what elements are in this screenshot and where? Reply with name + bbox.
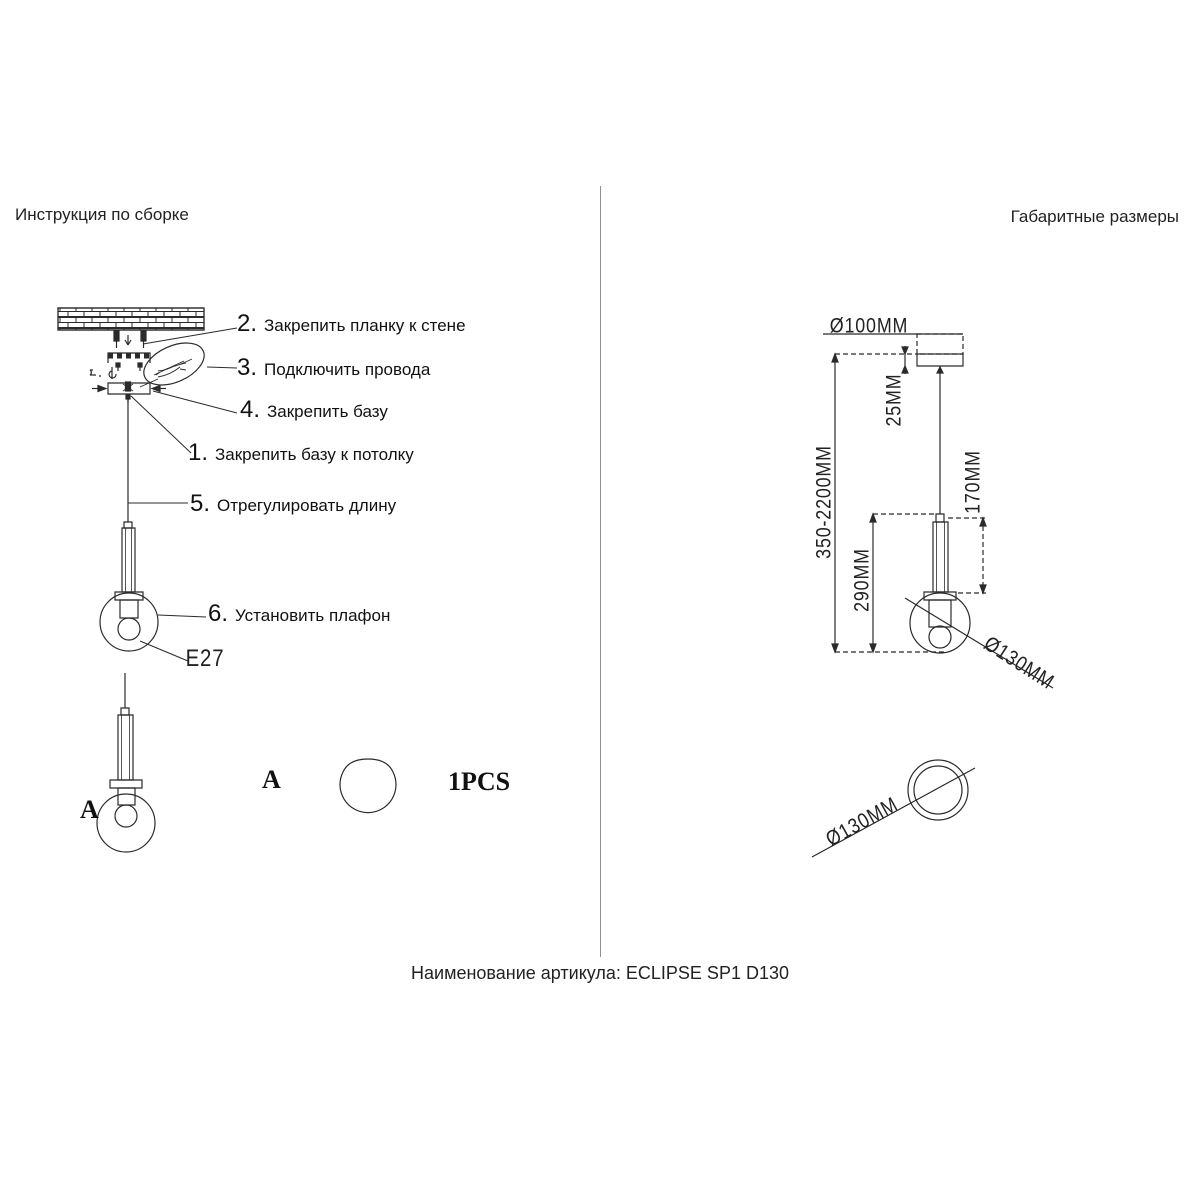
lamp-tube bbox=[933, 522, 948, 592]
part-marker-a: A bbox=[80, 795, 99, 824]
dimensions-section-title: Габаритные размеры bbox=[1010, 207, 1179, 226]
step-label-3 bbox=[237, 356, 430, 380]
ceiling-base bbox=[92, 382, 166, 403]
step-number: 4. bbox=[240, 396, 261, 423]
pendant-lamp bbox=[100, 394, 158, 651]
step-label-1 bbox=[188, 441, 414, 465]
pendant-lamp-dim bbox=[905, 366, 1053, 688]
anchor-arrow-icon bbox=[125, 335, 131, 345]
section-divider bbox=[600, 186, 601, 957]
ceiling-canopy bbox=[823, 334, 963, 366]
mounting-bracket bbox=[108, 353, 150, 371]
step-number: 3. bbox=[237, 354, 258, 381]
part-a-pendant bbox=[97, 673, 155, 852]
cable-collar bbox=[936, 514, 944, 522]
step-text: Установить плафон bbox=[235, 606, 391, 625]
cable-collar bbox=[124, 522, 132, 528]
legend-globe bbox=[340, 759, 396, 813]
step-label-2 bbox=[237, 312, 466, 336]
dim-label-body-height: 290MM bbox=[850, 548, 874, 612]
socket-type-label: E27 bbox=[185, 645, 225, 672]
dim-label-canopy-height: 25MM bbox=[882, 373, 906, 427]
step-text: Отрегулировать длину bbox=[217, 496, 397, 515]
lamp-socket bbox=[120, 600, 138, 618]
glass-globe bbox=[100, 593, 158, 651]
dim-label-shade-diameter: Ø130MM bbox=[979, 631, 1059, 695]
step-label-4 bbox=[240, 398, 388, 422]
legend-quantity: 1PCS bbox=[448, 767, 511, 796]
step-text: Закрепить базу bbox=[267, 402, 388, 421]
article-name: Наименование артикула: ECLIPSE SP1 D130 bbox=[411, 963, 789, 983]
wall-section bbox=[58, 308, 204, 348]
dim-label-tube-height: 170MM bbox=[961, 450, 985, 514]
dim-label-canopy-diameter: Ø100MM bbox=[829, 314, 909, 338]
step-number: 1. bbox=[188, 439, 209, 466]
step-number: 5. bbox=[190, 490, 211, 517]
dimensions-diagram bbox=[790, 300, 1090, 870]
step-label-5 bbox=[190, 492, 396, 516]
legend-marker-a: A bbox=[262, 765, 281, 794]
step-label-6 bbox=[208, 602, 390, 626]
lamp-tube bbox=[122, 528, 135, 592]
screw-symbols bbox=[90, 367, 116, 379]
step-number: 6. bbox=[208, 600, 229, 627]
glass-globe bbox=[910, 593, 970, 653]
dim-body-height bbox=[870, 514, 936, 652]
dim-label-shade-diameter-top: Ø130MM bbox=[822, 792, 902, 852]
step-text: Подключить провода bbox=[264, 360, 431, 379]
lamp-socket bbox=[929, 600, 951, 627]
step-text: Закрепить базу к потолку bbox=[215, 445, 414, 464]
bulb bbox=[118, 618, 140, 640]
bulb bbox=[929, 626, 951, 648]
dim-canopy-height bbox=[902, 346, 908, 374]
dim-tube-height bbox=[948, 518, 986, 593]
step-number: 2. bbox=[237, 310, 258, 337]
step-text: Закрепить планку к стене bbox=[264, 316, 466, 335]
dim-label-suspension-range: 350-2200MM bbox=[812, 445, 836, 559]
assembly-section-title: Инструкция по сборке bbox=[15, 205, 189, 224]
